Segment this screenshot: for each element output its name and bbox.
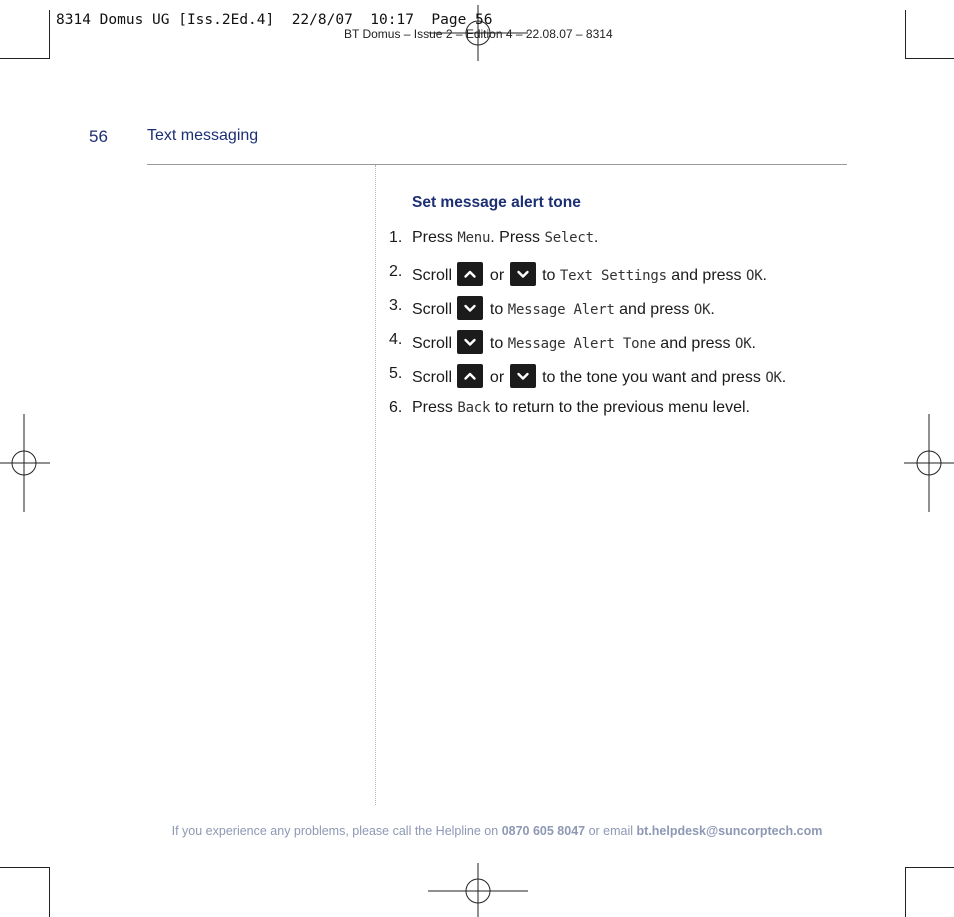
helpline-phone: 0870 605 8047	[501, 824, 586, 838]
registration-mark-icon	[904, 414, 954, 512]
crop-mark	[905, 867, 954, 868]
step-text-part: Scroll	[412, 335, 453, 352]
footer-text: If you experience any problems, please call the Helpline on	[171, 824, 502, 838]
crop-mark	[49, 10, 50, 58]
step-text-part: and press	[666, 267, 746, 284]
step-number: 1.	[389, 229, 403, 246]
step-text	[412, 296, 715, 320]
display-text: Text Settings	[559, 268, 667, 284]
step-text-part: to	[489, 335, 508, 352]
step-text	[412, 398, 750, 418]
display-text: OK	[693, 302, 711, 318]
crop-mark	[0, 867, 50, 868]
header-rule	[147, 164, 847, 165]
step-number: 4.	[389, 331, 403, 348]
registration-mark-icon	[428, 863, 528, 917]
registration-mark-icon	[0, 414, 50, 512]
step-text-part: .	[710, 301, 715, 318]
section-title: Text messaging	[147, 127, 259, 144]
scroll-up-key-icon	[457, 364, 483, 388]
step-text-part: Press	[412, 399, 458, 416]
scroll-up-key-icon	[457, 262, 483, 286]
crop-mark	[905, 10, 906, 58]
step-text-part: to return to the previous menu level.	[490, 399, 750, 416]
step-number: 2.	[389, 263, 403, 280]
step-text-part: to	[489, 301, 508, 318]
step-text-part: .	[593, 229, 599, 246]
step-text-part: .	[781, 369, 787, 386]
instruction-steps	[389, 228, 849, 432]
helpline-footer	[0, 824, 954, 838]
column-divider	[375, 165, 376, 805]
step-text-part: Scroll	[412, 301, 453, 318]
display-text: Back	[457, 400, 491, 416]
display-text: Message Alert Tone	[507, 336, 656, 352]
display-text: Select	[544, 230, 594, 246]
print-slug-line: 8314 Domus UG [Iss.2Ed.4] 22/8/07 10:17 Page 56	[56, 12, 493, 28]
crop-mark	[49, 867, 50, 917]
step-text-part: to the tone you want and press	[542, 369, 766, 386]
step-item	[389, 364, 849, 398]
step-item	[389, 228, 849, 262]
display-text: Message Alert	[507, 302, 615, 318]
display-text: OK	[765, 370, 782, 386]
step-text-part: Scroll	[412, 369, 453, 386]
step-number: 3.	[389, 297, 403, 314]
step-item	[389, 398, 849, 432]
scroll-down-key-icon	[510, 364, 536, 388]
step-text-part: and press	[614, 301, 694, 318]
print-slug-subline: BT Domus – Issue 2 – Edition 4 – 22.08.07 – 8314	[344, 27, 613, 41]
scroll-down-key-icon	[510, 262, 536, 286]
step-item	[389, 330, 849, 364]
helpdesk-email: bt.helpdesk@suncorptech.com	[636, 824, 823, 838]
step-text-part: to	[542, 267, 560, 284]
step-text-part: or	[489, 267, 505, 284]
step-number: 5.	[389, 365, 403, 382]
step-text-part: .	[751, 335, 756, 352]
page-number: 56	[89, 127, 108, 146]
scroll-down-key-icon	[457, 296, 483, 320]
instruction-heading: Set message alert tone	[412, 194, 581, 211]
step-item	[389, 296, 849, 330]
step-text	[412, 330, 756, 354]
step-text-part: and press	[655, 335, 735, 352]
display-text: OK	[735, 336, 752, 352]
crop-mark	[905, 867, 906, 917]
step-text-part: Scroll	[412, 267, 453, 284]
step-text	[412, 262, 767, 286]
step-text	[412, 228, 598, 248]
scroll-down-key-icon	[457, 330, 483, 354]
display-text: OK	[746, 268, 763, 284]
step-text-part: or	[489, 369, 505, 386]
step-text	[412, 364, 786, 388]
step-number: 6.	[389, 399, 403, 416]
crop-mark	[905, 58, 954, 59]
display-text: Menu	[457, 230, 491, 246]
step-text-part: .	[762, 267, 767, 284]
step-item	[389, 262, 849, 296]
crop-mark	[0, 58, 50, 59]
step-text-part: Press	[412, 229, 458, 246]
step-text-part: . Press	[490, 229, 545, 246]
footer-text: or email	[585, 824, 637, 838]
